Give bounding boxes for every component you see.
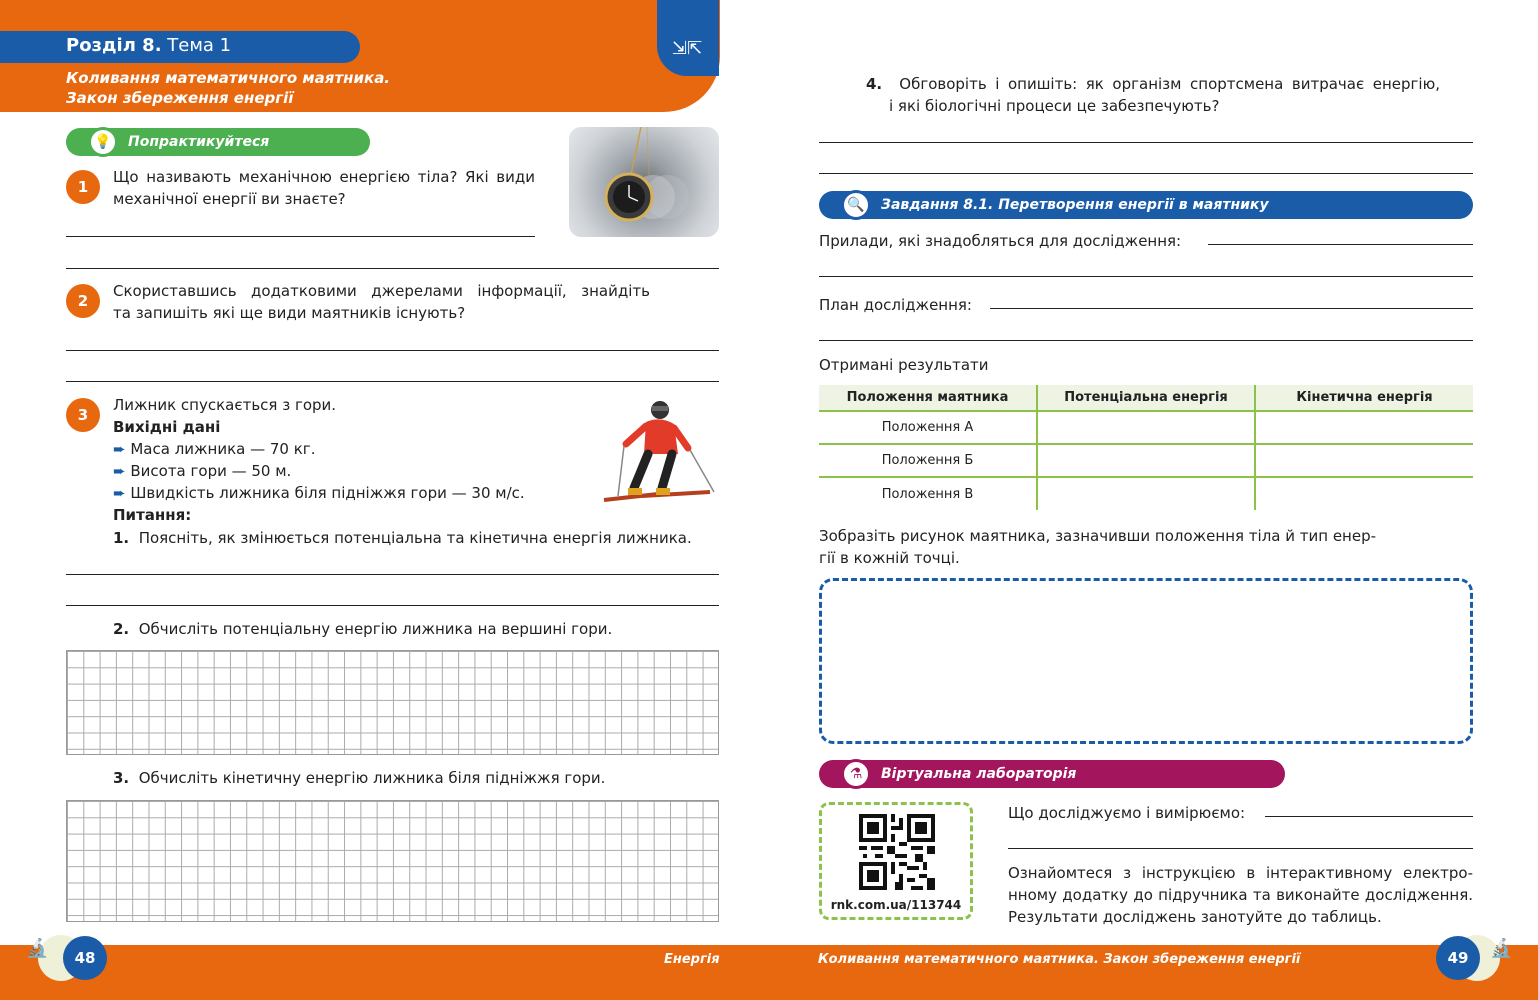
sub-question-1: 1. Поясніть, як змінюється потенціальна та кінетична енергія лижника. (113, 529, 692, 547)
arrow-bullet-icon: ➨ (113, 462, 126, 480)
answer-line[interactable] (819, 340, 1473, 341)
question-text: Скориставшись додатковими джерелами інформації, знайдіть та запишіть які ще види маятників існують? (113, 282, 650, 322)
section-title: Розділ 8. Тема 1 (66, 35, 232, 56)
table-cell[interactable] (1255, 411, 1473, 444)
table-cell[interactable] (1037, 477, 1255, 510)
answer-line[interactable] (66, 350, 719, 351)
arrow-bullet-icon: ➨ (113, 484, 126, 502)
table-cell[interactable] (1255, 477, 1473, 510)
answer-line[interactable] (66, 381, 719, 382)
table-row (819, 444, 1473, 477)
qr-box[interactable] (819, 802, 973, 920)
answer-line[interactable] (66, 574, 719, 575)
table-cell: Положення А (819, 411, 1037, 444)
magnifier-icon: 🔍 (841, 190, 871, 220)
arrow-bullet-icon: ➨ (113, 440, 126, 458)
drawing-area[interactable] (819, 578, 1473, 744)
table-cell[interactable] (1037, 411, 1255, 444)
question-text: Що називають механічною енергією тіла? Які види механічної енергії ви знаєте? (113, 168, 535, 208)
footer-right-text: Коливання математичного маятника. Закон збереження енергії (818, 952, 1301, 967)
practice-banner: Попрактикуйтеся (66, 128, 370, 156)
answer-line[interactable] (990, 308, 1473, 309)
sub-question-3: 3. Обчисліть кінетичну енергію лижника біля підніжжя гори. (113, 769, 606, 787)
lesson-title: Коливання математичного маятника. Закон збереження енергії (66, 69, 391, 107)
results-label: Отримані результати (819, 356, 989, 374)
table-row (819, 411, 1473, 444)
answer-line[interactable] (819, 142, 1473, 143)
table-header: Кінетична енергія (1255, 385, 1473, 411)
answer-line[interactable] (1008, 848, 1473, 849)
answer-line[interactable] (1265, 816, 1473, 817)
question-number: 1 (66, 170, 100, 204)
draw-instruction: Зобразіть рисунок маятника, зазначивши положення тіла й тип енер- гії в кожній точці. (819, 527, 1377, 567)
devices-label: Прилади, які знадобляться для дослідження: (819, 232, 1182, 250)
footer-band (0, 945, 1538, 1000)
question-number: 3 (66, 398, 100, 432)
calculation-grid[interactable] (66, 650, 719, 755)
answer-line[interactable] (819, 276, 1473, 277)
problem-text: Лижник спускається з гори. Вихідні дані ➨ Маса лижника — 70 кг. ➨ Висота гори — 50 м. ➨ Швидкість лижника біля підніжжя гори — 30 м/с. Питання: (113, 396, 525, 524)
table-cell[interactable] (1037, 444, 1255, 477)
table-cell[interactable] (1255, 444, 1473, 477)
skier-image (598, 396, 718, 506)
virtual-lab-banner: Віртуальна лабораторія (819, 760, 1285, 788)
answer-line[interactable] (66, 605, 719, 606)
question-4: 4. Обговоріть і опишіть: як організм спортсмена витрачає енергію, і які біологічні процеси це забезпечують? (866, 75, 1440, 115)
plan-label: План дослідження: (819, 296, 972, 314)
arrows-converge-icon: ⇲⇱ (672, 38, 703, 59)
qr-code-icon[interactable] (859, 814, 935, 890)
lab-instructions: Ознайомтеся з інструкцією в інтерактивному електро- нному додатку до підручника та виконайте дослідження. Результати досліджень занотуйте до таблиць. (1008, 864, 1473, 926)
microscope-icon: 🔬 (26, 938, 49, 959)
question-number: 2 (66, 284, 100, 318)
table-row (819, 477, 1473, 510)
lightbulb-icon: 💡 (88, 127, 118, 157)
answer-line[interactable] (66, 236, 535, 237)
table-cell: Положення В (819, 477, 1037, 510)
sub-question-2: 2. Обчисліть потенціальну енергію лижника на вершині гори. (113, 620, 613, 638)
results-table (819, 385, 1473, 510)
answer-line[interactable] (1208, 244, 1473, 245)
flask-icon: ⚗ (841, 759, 871, 789)
answer-line[interactable] (66, 268, 719, 269)
lab-what-label: Що досліджуємо і вимірюємо: (1008, 804, 1246, 822)
qr-link[interactable]: rnk.com.ua/113744 (830, 898, 962, 912)
page-number-right: 49 (1436, 936, 1480, 980)
answer-line[interactable] (819, 173, 1473, 174)
table-header: Потенціальна енергія (1037, 385, 1255, 411)
table-header: Положення маятника (819, 385, 1037, 411)
task-banner: Завдання 8.1. Перетворення енергії в маятнику (819, 191, 1473, 219)
pendulum-watch-image (569, 127, 719, 237)
microscope-icon: 🔬 (1490, 938, 1513, 959)
footer-left-text: Енергія (664, 952, 720, 967)
page-number-left: 48 (63, 936, 107, 980)
calculation-grid[interactable] (66, 800, 719, 922)
table-cell: Положення Б (819, 444, 1037, 477)
